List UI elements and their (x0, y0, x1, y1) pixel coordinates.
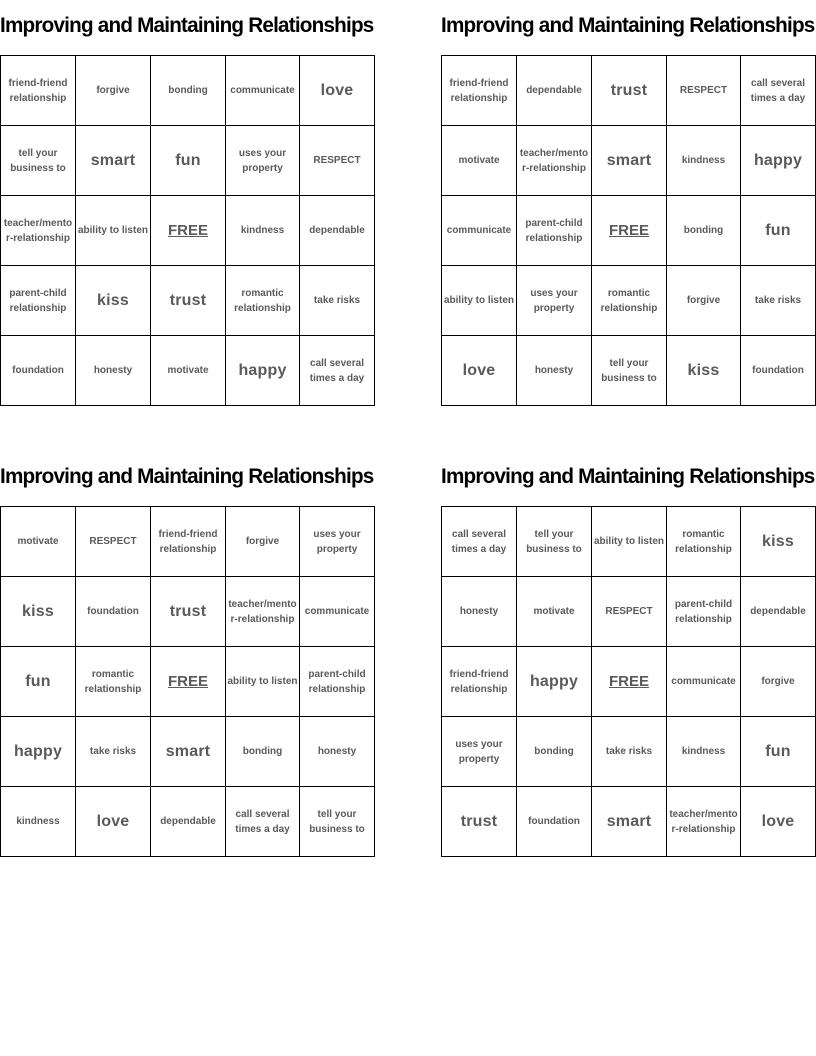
bingo-grid (0, 506, 375, 857)
bingo-cell: tell your business to (592, 336, 667, 406)
bingo-cell: romantic relationship (76, 647, 151, 717)
bingo-grid (0, 55, 375, 406)
bingo-cell: honesty (300, 717, 375, 787)
bingo-cell: trust (151, 266, 226, 336)
bingo-cell: fun (151, 126, 226, 196)
bingo-cell: forgive (667, 266, 741, 336)
bingo-cell: bonding (667, 196, 741, 266)
bingo-cell: smart (592, 126, 667, 196)
bingo-cell: kiss (667, 336, 741, 406)
card-title: Improving and Maintaining Relationships (441, 14, 815, 37)
bingo-cell: dependable (741, 577, 816, 647)
bingo-cell: bonding (226, 717, 300, 787)
bingo-cell: foundation (741, 336, 816, 406)
bingo-cell: parent-child relationship (300, 647, 375, 717)
bingo-cell: take risks (741, 266, 816, 336)
bingo-cell: teacher/mentor-relationship (226, 577, 300, 647)
bingo-cell: teacher/mentor-relationship (1, 196, 76, 266)
bingo-cell: communicate (226, 56, 300, 126)
bingo-cell: love (442, 336, 517, 406)
card-title: Improving and Maintaining Relationships (0, 14, 374, 37)
bingo-grid (441, 506, 816, 857)
bingo-cell: ability to listen (226, 647, 300, 717)
bingo-cell: tell your business to (300, 787, 375, 857)
bingo-cell: communicate (442, 196, 517, 266)
bingo-cell: forgive (741, 647, 816, 717)
bingo-cell: love (741, 787, 816, 857)
bingo-cell: friend-friend relationship (442, 647, 517, 717)
bingo-cell: kindness (667, 717, 741, 787)
bingo-cell: teacher/mentor-relationship (517, 126, 592, 196)
bingo-cell: foundation (1, 336, 76, 406)
bingo-cell: call several times a day (226, 787, 300, 857)
bingo-cell: kiss (1, 577, 76, 647)
bingo-cell: friend-friend relationship (442, 56, 517, 126)
bingo-cell: honesty (517, 336, 592, 406)
bingo-cell: fun (1, 647, 76, 717)
bingo-cell: motivate (151, 336, 226, 406)
bingo-cell: parent-child relationship (667, 577, 741, 647)
free-space-cell: FREE (592, 196, 667, 266)
bingo-cell: dependable (517, 56, 592, 126)
bingo-cell: kiss (76, 266, 151, 336)
bingo-cell: dependable (300, 196, 375, 266)
bingo-cell: happy (226, 336, 300, 406)
bingo-cell: take risks (76, 717, 151, 787)
bingo-cell: kindness (1, 787, 76, 857)
bingo-cell: tell your business to (517, 507, 592, 577)
bingo-cell: forgive (76, 56, 151, 126)
bingo-cell: happy (1, 717, 76, 787)
bingo-cell: RESPECT (667, 56, 741, 126)
bingo-cell: parent-child relationship (1, 266, 76, 336)
bingo-cell: bonding (151, 56, 226, 126)
bingo-cell: smart (592, 787, 667, 857)
bingo-cell: call several times a day (300, 336, 375, 406)
bingo-cell: ability to listen (592, 507, 667, 577)
bingo-cell: call several times a day (442, 507, 517, 577)
bingo-cell: communicate (667, 647, 741, 717)
card-title: Improving and Maintaining Relationships (0, 465, 374, 488)
bingo-cell: smart (151, 717, 226, 787)
bingo-cell: romantic relationship (592, 266, 667, 336)
bingo-cell: honesty (442, 577, 517, 647)
bingo-cell: fun (741, 196, 816, 266)
bingo-cell: kindness (226, 196, 300, 266)
free-space-cell: FREE (592, 647, 667, 717)
bingo-cell: happy (741, 126, 816, 196)
bingo-cell: friend-friend relationship (151, 507, 226, 577)
bingo-cell: RESPECT (76, 507, 151, 577)
bingo-cell: uses your property (517, 266, 592, 336)
bingo-cell: take risks (592, 717, 667, 787)
bingo-cell: foundation (76, 577, 151, 647)
bingo-cell: friend-friend relationship (1, 56, 76, 126)
bingo-cell: uses your property (300, 507, 375, 577)
free-space-cell: FREE (151, 647, 226, 717)
bingo-cell: tell your business to (1, 126, 76, 196)
bingo-cell: kiss (741, 507, 816, 577)
bingo-cell: happy (517, 647, 592, 717)
bingo-cell: motivate (442, 126, 517, 196)
bingo-cell: love (76, 787, 151, 857)
bingo-cell: trust (592, 56, 667, 126)
bingo-cell: RESPECT (592, 577, 667, 647)
bingo-cell: love (300, 56, 375, 126)
bingo-grid (441, 55, 816, 406)
bingo-cell: uses your property (226, 126, 300, 196)
bingo-cell: ability to listen (76, 196, 151, 266)
bingo-cell: call several times a day (741, 56, 816, 126)
bingo-cell: kindness (667, 126, 741, 196)
bingo-cell: RESPECT (300, 126, 375, 196)
bingo-cell: motivate (1, 507, 76, 577)
bingo-cell: ability to listen (442, 266, 517, 336)
card-title: Improving and Maintaining Relationships (441, 465, 815, 488)
bingo-cell: parent-child relationship (517, 196, 592, 266)
bingo-cell: trust (442, 787, 517, 857)
bingo-cell: honesty (76, 336, 151, 406)
bingo-cell: trust (151, 577, 226, 647)
bingo-cell: teacher/mentor-relationship (667, 787, 741, 857)
free-space-cell: FREE (151, 196, 226, 266)
bingo-cell: bonding (517, 717, 592, 787)
bingo-cell: forgive (226, 507, 300, 577)
bingo-cell: take risks (300, 266, 375, 336)
bingo-cell: motivate (517, 577, 592, 647)
bingo-cell: uses your property (442, 717, 517, 787)
bingo-cell: romantic relationship (667, 507, 741, 577)
bingo-cell: romantic relationship (226, 266, 300, 336)
bingo-cell: foundation (517, 787, 592, 857)
bingo-cell: communicate (300, 577, 375, 647)
bingo-cell: fun (741, 717, 816, 787)
bingo-cell: smart (76, 126, 151, 196)
bingo-cell: dependable (151, 787, 226, 857)
